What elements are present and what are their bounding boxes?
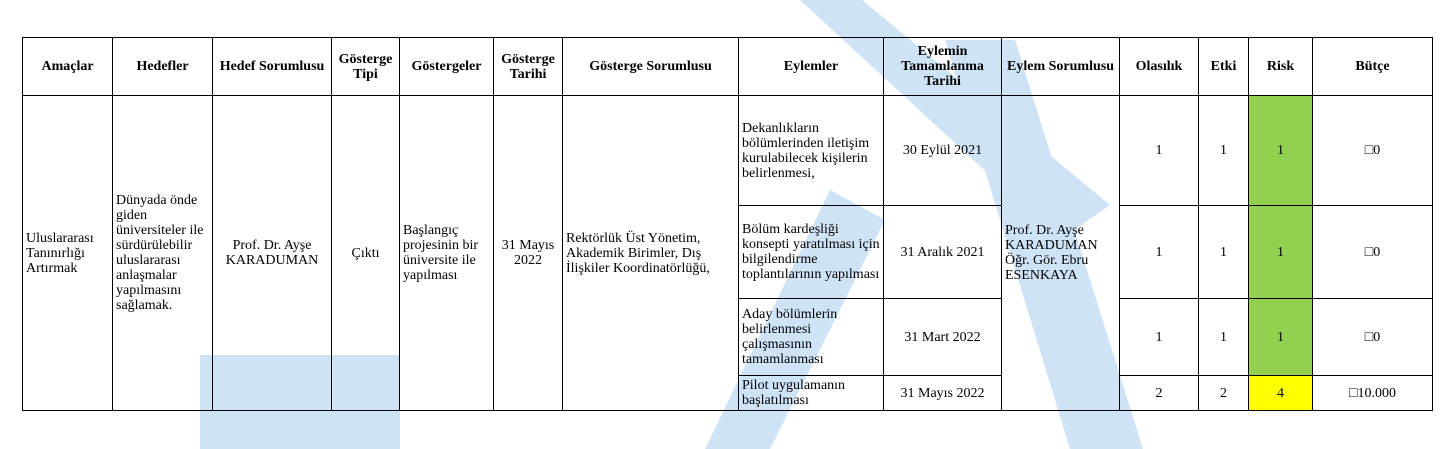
- header-hedef-sorumlusu: Hedef Sorumlusu: [213, 38, 332, 96]
- cell-gosterge-sorumlusu: Rektörlük Üst Yönetim, Akademik Birimler, Dış İlişkiler Koordinatörlüğü,: [563, 96, 739, 411]
- header-eylemler: Eylemler: [739, 38, 884, 96]
- cell-butce: □0: [1313, 299, 1433, 376]
- header-olasilik: Olasılık: [1120, 38, 1199, 96]
- cell-amac: Uluslararası Tanınırlığı Artırmak: [23, 96, 113, 411]
- strategic-plan-table: [22, 37, 1433, 411]
- header-hedefler: Hedefler: [113, 38, 213, 96]
- cell-gosterge: Başlangıç projesinin bir üniversite ile yapılması: [400, 96, 494, 411]
- cell-risk: 1: [1249, 96, 1313, 206]
- cell-olasilik: 2: [1120, 376, 1199, 411]
- cell-olasilik: 1: [1120, 299, 1199, 376]
- cell-risk: 1: [1249, 206, 1313, 299]
- cell-eylem-tarihi: 31 Aralık 2021: [884, 206, 1002, 299]
- header-etki: Etki: [1199, 38, 1249, 96]
- cell-eylem: Bölüm kardeşliği konsepti yaratılması için bilgilendirme toplantılarının yapılması: [739, 206, 884, 299]
- cell-hedef: Dünyada önde giden üniversiteler ile sürdürülebilir uluslararası anlaşmalar yapılmasını sağlamak.: [113, 96, 213, 411]
- header-gosterge-tipi: Gösterge Tipi: [332, 38, 400, 96]
- cell-risk: 4: [1249, 376, 1313, 411]
- cell-eylem-sorumlusu: Prof. Dr. Ayşe KARADUMAN Öğr. Gör. Ebru ESENKAYA: [1002, 96, 1120, 411]
- cell-eylem: Pilot uygulamanın başlatılması: [739, 376, 884, 411]
- cell-gosterge-tarihi: 31 Mayıs 2022: [494, 96, 563, 411]
- cell-olasilik: 1: [1120, 206, 1199, 299]
- header-row: [23, 38, 1433, 96]
- cell-butce: □0: [1313, 96, 1433, 206]
- cell-etki: 1: [1199, 96, 1249, 206]
- header-butce: Bütçe: [1313, 38, 1433, 96]
- cell-eylem-tarihi: 31 Mayıs 2022: [884, 376, 1002, 411]
- cell-gosterge-tipi: Çıktı: [332, 96, 400, 411]
- cell-eylem: Dekanlıkların bölümlerinden iletişim kurulabilecek kişilerin belirlenmesi,: [739, 96, 884, 206]
- cell-eylem-tarihi: 31 Mart 2022: [884, 299, 1002, 376]
- cell-butce: □10.000: [1313, 376, 1433, 411]
- cell-eylem: Aday bölümlerin belirlenmesi çalışmasının tamamlanması: [739, 299, 884, 376]
- cell-etki: 2: [1199, 376, 1249, 411]
- header-risk: Risk: [1249, 38, 1313, 96]
- cell-etki: 1: [1199, 206, 1249, 299]
- cell-risk: 1: [1249, 299, 1313, 376]
- cell-etki: 1: [1199, 299, 1249, 376]
- cell-eylem-tarihi: 30 Eylül 2021: [884, 96, 1002, 206]
- cell-butce: □0: [1313, 206, 1433, 299]
- cell-olasilik: 1: [1120, 96, 1199, 206]
- header-eylem-sorumlusu: Eylem Sorumlusu: [1002, 38, 1120, 96]
- header-gosterge-tarihi: Gösterge Tarihi: [494, 38, 563, 96]
- header-eylem-tarihi: Eylemin Tamamlanma Tarihi: [884, 38, 1002, 96]
- table-row: [23, 96, 1433, 206]
- header-amaclar: Amaçlar: [23, 38, 113, 96]
- cell-hedef-sorumlusu: Prof. Dr. Ayşe KARADUMAN: [213, 96, 332, 411]
- header-gostergeler: Göstergeler: [400, 38, 494, 96]
- header-gosterge-sorumlusu: Gösterge Sorumlusu: [563, 38, 739, 96]
